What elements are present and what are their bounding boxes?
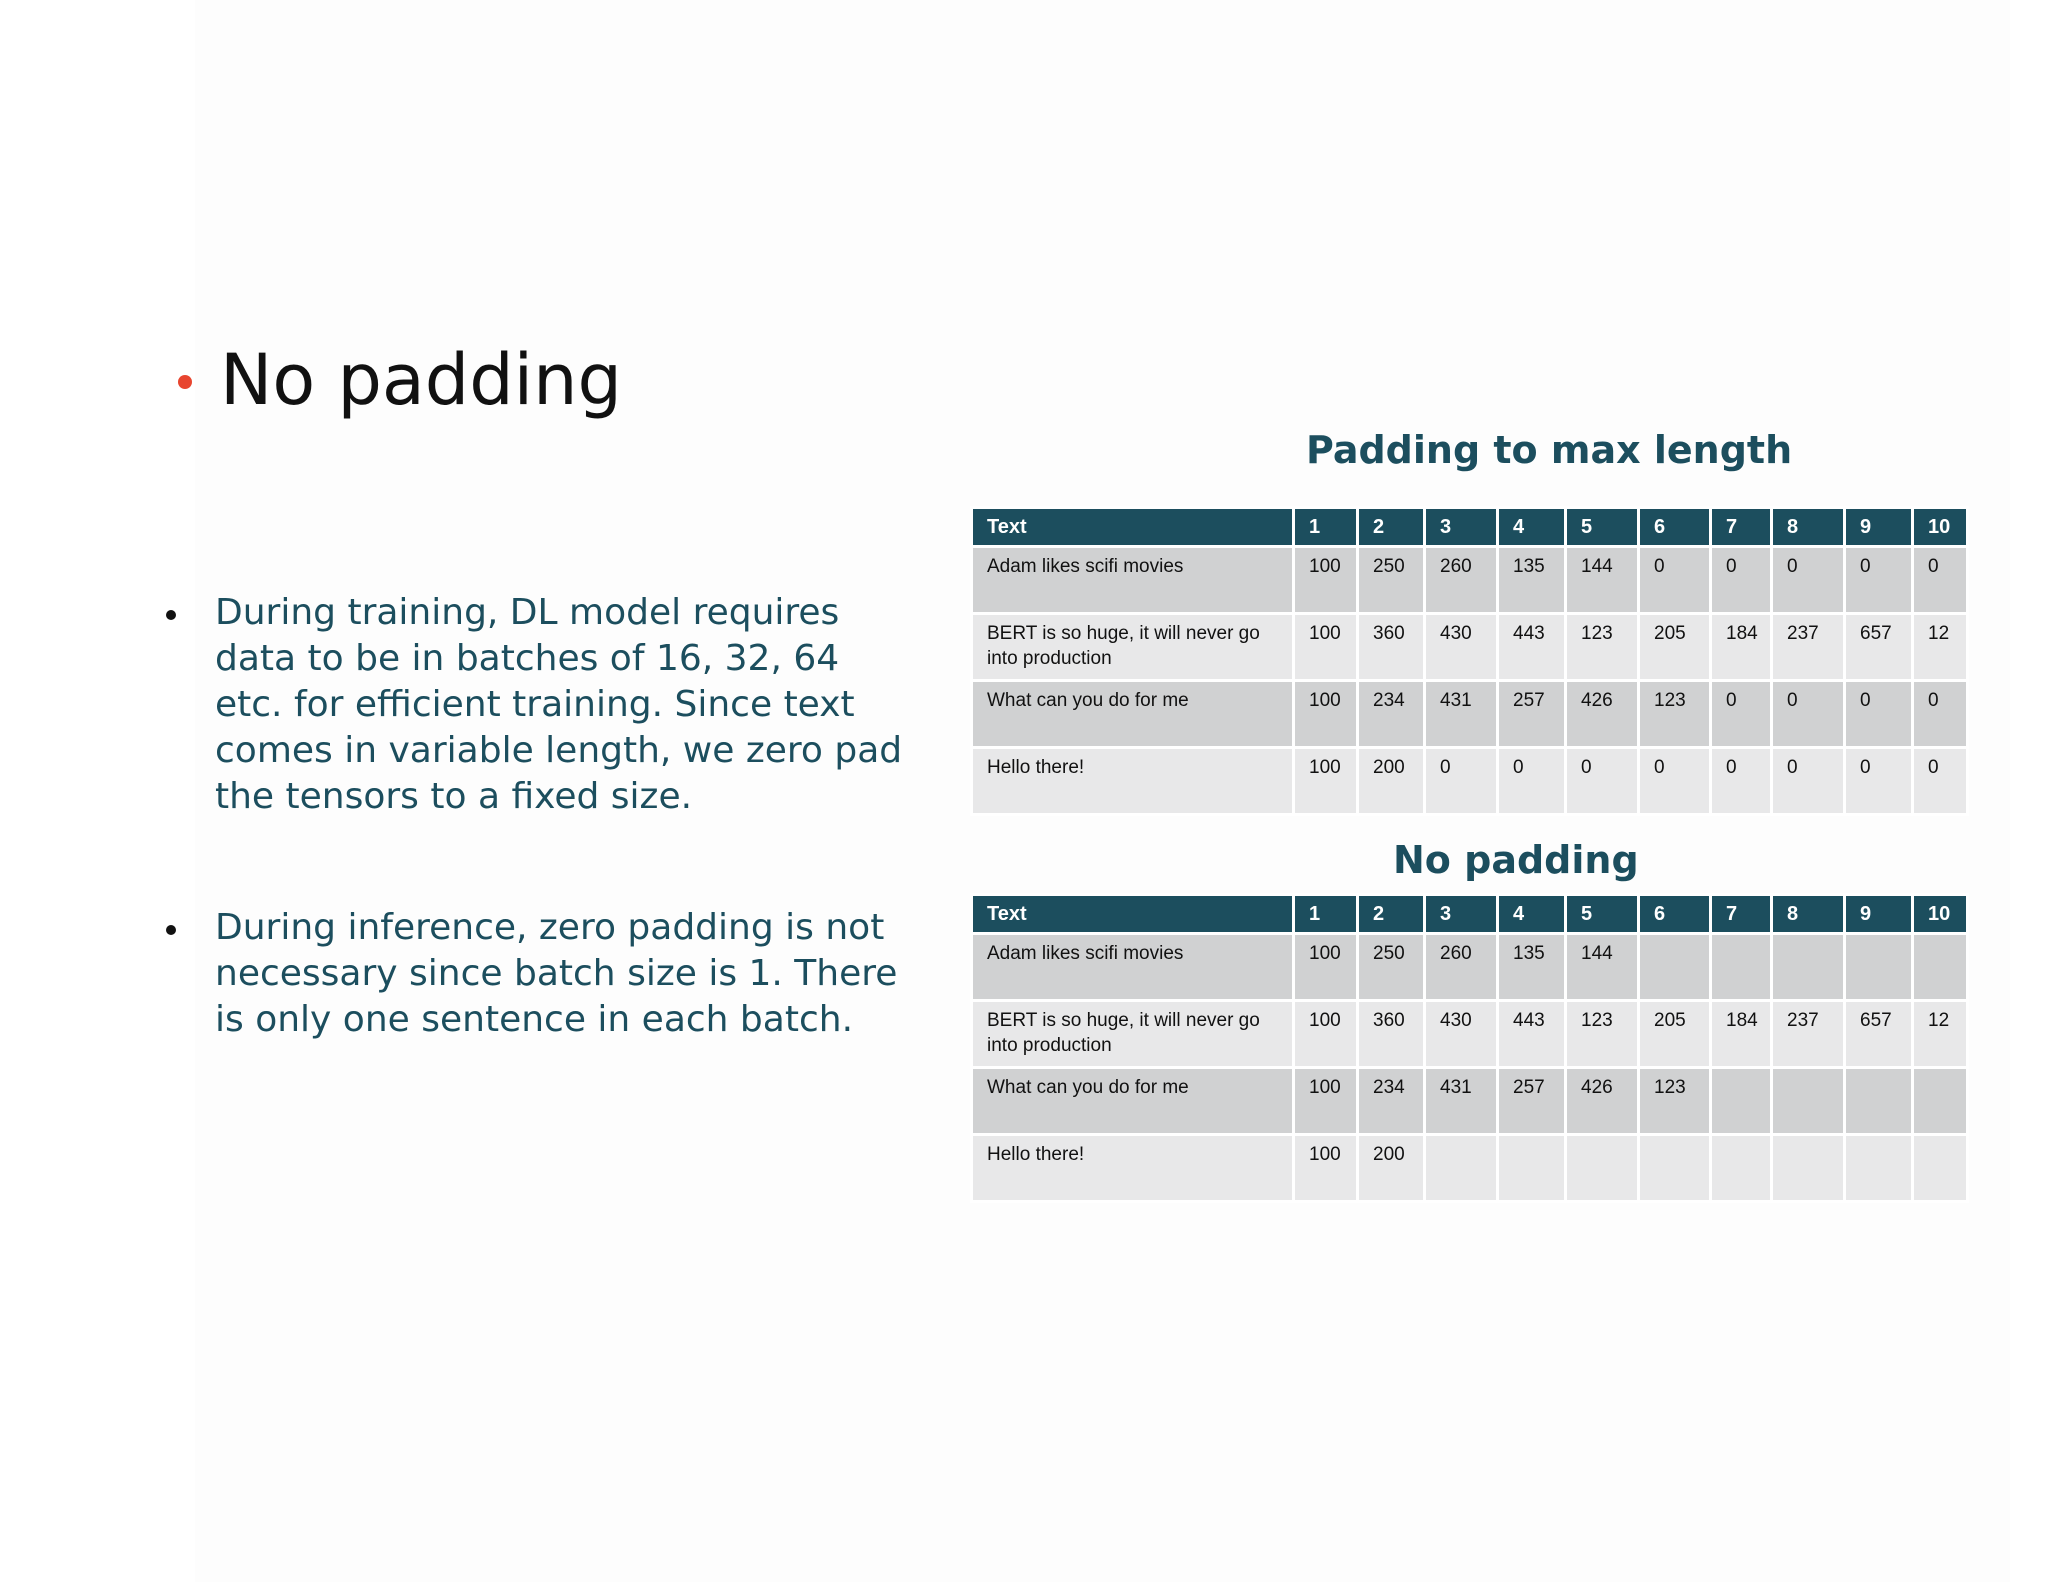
column-header-5: 5 <box>1566 895 1639 934</box>
bullet-text: During training, DL model requires data to be in batches of 16, 32, 64 etc. for efficient training. Since text comes in variable length, we zero pad the tensors to a fixed size. <box>215 592 903 817</box>
token-id-cell: 200 <box>1358 748 1425 815</box>
column-header-6: 6 <box>1639 508 1711 547</box>
column-header-9: 9 <box>1845 508 1913 547</box>
column-header-7: 7 <box>1711 508 1772 547</box>
token-id-cell: 184 <box>1711 1001 1772 1068</box>
column-header-7: 7 <box>1711 895 1772 934</box>
no-padding-table <box>970 893 1969 1203</box>
token-id-cell: 135 <box>1498 934 1566 1001</box>
table-row <box>972 614 1968 681</box>
token-id-cell <box>1498 1135 1566 1202</box>
token-id-cell: 205 <box>1639 614 1711 681</box>
token-id-cell <box>1913 934 1968 1001</box>
table-title-padding: Padding to max length <box>1306 428 1793 472</box>
token-id-cell: 100 <box>1294 748 1358 815</box>
token-id-cell: 100 <box>1294 934 1358 1001</box>
token-id-cell <box>1711 1135 1772 1202</box>
table-row <box>972 681 1968 748</box>
token-id-cell <box>1639 934 1711 1001</box>
token-id-cell: 123 <box>1639 1068 1711 1135</box>
token-id-cell: 100 <box>1294 681 1358 748</box>
token-id-cell: 100 <box>1294 1135 1358 1202</box>
token-id-cell: 443 <box>1498 614 1566 681</box>
token-id-cell <box>1711 1068 1772 1135</box>
token-id-cell: 144 <box>1566 934 1639 1001</box>
token-id-cell <box>1772 934 1845 1001</box>
token-id-cell: 0 <box>1711 547 1772 614</box>
token-id-cell: 0 <box>1913 748 1968 815</box>
token-id-cell <box>1913 1135 1968 1202</box>
token-id-cell <box>1845 1068 1913 1135</box>
column-header-text: Text <box>972 508 1294 547</box>
bullet-icon <box>166 610 176 620</box>
token-id-cell <box>1913 1068 1968 1135</box>
token-id-cell: 0 <box>1711 681 1772 748</box>
table-row <box>972 934 1968 1001</box>
column-header-2: 2 <box>1358 895 1425 934</box>
table-row <box>972 1068 1968 1135</box>
token-id-cell: 0 <box>1845 681 1913 748</box>
table-title-no-padding: No padding <box>1393 838 1639 882</box>
token-id-cell: 0 <box>1913 681 1968 748</box>
slide-title: No padding <box>220 339 622 421</box>
token-id-cell <box>1772 1135 1845 1202</box>
token-id-cell: 100 <box>1294 614 1358 681</box>
bullet-icon <box>166 925 176 935</box>
token-id-cell: 0 <box>1639 748 1711 815</box>
bullet-text: During inference, zero padding is not necessary since batch size is 1. There is only one sentence in each batch. <box>215 907 898 1040</box>
column-header-4: 4 <box>1498 508 1566 547</box>
column-header-1: 1 <box>1294 895 1358 934</box>
row-text-cell: Adam likes scifi movies <box>972 547 1294 614</box>
token-id-cell: 237 <box>1772 614 1845 681</box>
token-id-cell: 250 <box>1358 547 1425 614</box>
column-header-5: 5 <box>1566 508 1639 547</box>
column-header-6: 6 <box>1639 895 1711 934</box>
bullet-dot-icon <box>178 375 192 389</box>
token-id-cell: 360 <box>1358 1001 1425 1068</box>
token-id-cell: 430 <box>1425 1001 1498 1068</box>
token-id-cell: 257 <box>1498 1068 1566 1135</box>
token-id-cell: 234 <box>1358 1068 1425 1135</box>
slide-heading <box>178 339 622 421</box>
row-text-cell: What can you do for me <box>972 681 1294 748</box>
token-id-cell: 0 <box>1566 748 1639 815</box>
table-header-row <box>972 895 1968 934</box>
token-id-cell: 257 <box>1498 681 1566 748</box>
token-id-cell: 657 <box>1845 614 1913 681</box>
token-id-cell: 144 <box>1566 547 1639 614</box>
column-header-1: 1 <box>1294 508 1358 547</box>
token-id-cell: 0 <box>1845 748 1913 815</box>
token-id-cell: 0 <box>1845 547 1913 614</box>
row-text-cell: BERT is so huge, it will never go into production <box>972 1001 1294 1068</box>
token-id-cell: 205 <box>1639 1001 1711 1068</box>
token-id-cell: 12 <box>1913 614 1968 681</box>
padding-table <box>970 506 1969 816</box>
column-header-3: 3 <box>1425 895 1498 934</box>
column-header-2: 2 <box>1358 508 1425 547</box>
column-header-4: 4 <box>1498 895 1566 934</box>
column-header-10: 10 <box>1913 895 1968 934</box>
token-id-cell: 431 <box>1425 1068 1498 1135</box>
column-header-8: 8 <box>1772 895 1845 934</box>
token-id-cell: 123 <box>1566 614 1639 681</box>
token-id-cell: 260 <box>1425 547 1498 614</box>
token-id-cell <box>1639 1135 1711 1202</box>
column-header-text: Text <box>972 895 1294 934</box>
table-row <box>972 748 1968 815</box>
token-id-cell: 0 <box>1913 547 1968 614</box>
token-id-cell: 100 <box>1294 1001 1358 1068</box>
token-id-cell: 123 <box>1566 1001 1639 1068</box>
token-id-cell: 234 <box>1358 681 1425 748</box>
column-header-3: 3 <box>1425 508 1498 547</box>
token-id-cell: 426 <box>1566 681 1639 748</box>
token-id-cell <box>1845 934 1913 1001</box>
row-text-cell: Adam likes scifi movies <box>972 934 1294 1001</box>
table-row <box>972 547 1968 614</box>
column-header-8: 8 <box>1772 508 1845 547</box>
token-id-cell: 135 <box>1498 547 1566 614</box>
token-id-cell: 360 <box>1358 614 1425 681</box>
row-text-cell: Hello there! <box>972 748 1294 815</box>
token-id-cell: 100 <box>1294 547 1358 614</box>
token-id-cell <box>1425 1135 1498 1202</box>
token-id-cell: 200 <box>1358 1135 1425 1202</box>
token-id-cell: 431 <box>1425 681 1498 748</box>
table-row <box>972 1001 1968 1068</box>
token-id-cell: 123 <box>1639 681 1711 748</box>
token-id-cell: 0 <box>1639 547 1711 614</box>
column-header-9: 9 <box>1845 895 1913 934</box>
token-id-cell <box>1772 1068 1845 1135</box>
token-id-cell: 237 <box>1772 1001 1845 1068</box>
token-id-cell: 100 <box>1294 1068 1358 1135</box>
token-id-cell: 430 <box>1425 614 1498 681</box>
token-id-cell <box>1566 1135 1639 1202</box>
token-id-cell <box>1845 1135 1913 1202</box>
token-id-cell: 260 <box>1425 934 1498 1001</box>
token-id-cell: 426 <box>1566 1068 1639 1135</box>
row-text-cell: What can you do for me <box>972 1068 1294 1135</box>
table-header-row <box>972 508 1968 547</box>
token-id-cell: 0 <box>1498 748 1566 815</box>
token-id-cell: 0 <box>1772 547 1845 614</box>
token-id-cell: 12 <box>1913 1001 1968 1068</box>
token-id-cell: 443 <box>1498 1001 1566 1068</box>
token-id-cell: 184 <box>1711 614 1772 681</box>
token-id-cell: 250 <box>1358 934 1425 1001</box>
token-id-cell: 0 <box>1772 748 1845 815</box>
column-header-10: 10 <box>1913 508 1968 547</box>
token-id-cell: 657 <box>1845 1001 1913 1068</box>
row-text-cell: Hello there! <box>972 1135 1294 1202</box>
token-id-cell: 0 <box>1425 748 1498 815</box>
token-id-cell: 0 <box>1772 681 1845 748</box>
table-row <box>972 1135 1968 1202</box>
token-id-cell <box>1711 934 1772 1001</box>
row-text-cell: BERT is so huge, it will never go into production <box>972 614 1294 681</box>
token-id-cell: 0 <box>1711 748 1772 815</box>
